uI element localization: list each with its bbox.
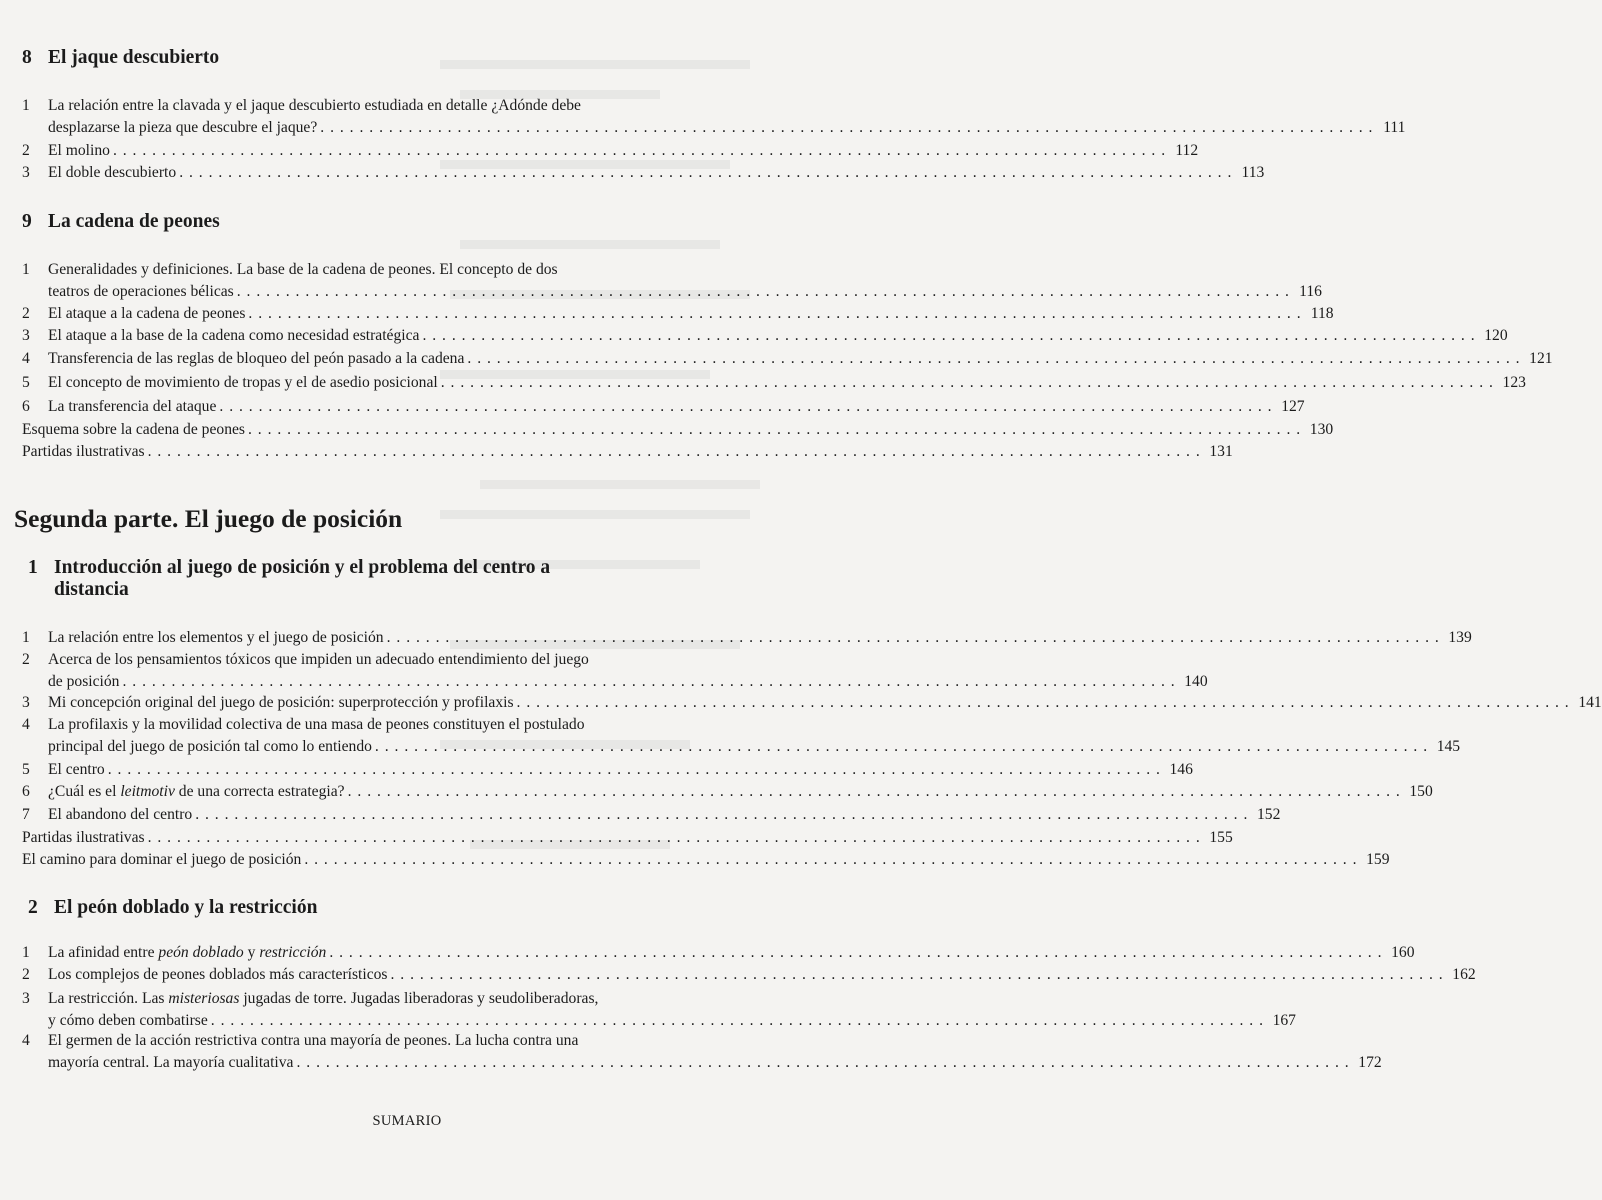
dot-leader: . . . . . . . . . . . . . . . . . . . . . . . . . . . . . . . . . . . . . . . . . . . . . . . . . . . . . . . . . . . . . . . . . . . . . . . . . . . . . . . . . . . . . . . . . . . . . . . . . . . . . . . . . . . . xyxy=(304,851,1358,868)
dot-leader: . . . . . . . . . . . . . . . . . . . . . . . . . . . . . . . . . . . . . . . . . . . . . . . . . . . . . . . . . . . . . . . . . . . . . . . . . . . . . . . . . . . . . . . . . . . . . . . . . . . . . . . . . . . . xyxy=(516,694,1570,711)
dot-leader: . . . . . . . . . . . . . . . . . . . . . . . . . . . . . . . . . . . . . . . . . . . . . . . . . . . . . . . . . . . . . . . . . . . . . . . . . . . . . . . . . . . . . . . . . . . . . . . . . . . . . . . . . . . . xyxy=(147,829,1201,846)
chapter-title-line1: El peón doblado y la restricción xyxy=(54,897,318,918)
entry-number: 1 xyxy=(22,944,30,961)
dot-leader: . . . . . . . . . . . . . . . . . . . . . . . . . . . . . . . . . . . . . . . . . . . . . . . . . . . . . . . . . . . . . . . . . . . . . . . . . . . . . . . . . . . . . . . . . . . . . . . . . . . . . . . . . . . . xyxy=(248,305,1302,322)
entry-title: El doble descubierto xyxy=(48,164,177,181)
entry-title-emphasis-2: restricción xyxy=(259,944,327,961)
entry-number: 3 xyxy=(22,327,30,344)
page-number: 141 xyxy=(1578,694,1602,711)
toc-entry[interactable] xyxy=(22,372,1526,394)
toc-entry[interactable] xyxy=(22,419,1334,441)
entry-title-line1: El germen de la acción restrictiva contra una mayoría de peones. La lucha contra una xyxy=(48,1032,579,1049)
chapter-title-line1: Introducción al juego de posición y el problema del centro a xyxy=(54,557,551,578)
page-number: 162 xyxy=(1452,966,1476,983)
dot-leader: . . . . . . . . . . . . . . . . . . . . . . . . . . . . . . . . . . . . . . . . . . . . . . . . . . . . . . . . . . . . . . . . . . . . . . . . . . . . . . . . . . . . . . . . . . . . . . . . . . . . . . . . . . . . xyxy=(112,142,1167,159)
entry-number: 3 xyxy=(22,694,30,711)
toc-entry[interactable] xyxy=(22,1030,1382,1074)
toc-entry[interactable] xyxy=(22,964,1476,986)
toc-entry[interactable] xyxy=(22,827,1233,849)
page-number: 150 xyxy=(1409,783,1433,800)
page-number: 167 xyxy=(1272,1012,1296,1029)
entry-title: desplazarse la pieza que descubre el jaque? xyxy=(48,119,318,136)
chapter-heading-1 xyxy=(28,557,718,601)
dot-leader: . . . . . . . . . . . . . . . . . . . . . . . . . . . . . . . . . . . . . . . . . . . . . . . . . . . . . . . . . . . . . . . . . . . . . . . . . . . . . . . . . . . . . . . . . . . . . . . . . . . . . . . . . . . . xyxy=(236,283,1290,300)
toc-entry[interactable] xyxy=(22,692,1602,714)
section-heading-8 xyxy=(22,47,712,69)
dot-leader: . . . . . . . . . . . . . . . . . . . . . . . . . . . . . . . . . . . . . . . . . . . . . . . . . . . . . . . . . . . . . . . . . . . . . . . . . . . . . . . . . . . . . . . . . . . . . . . . . . . . . . . . . . . . xyxy=(210,1012,1264,1029)
entry-number: 4 xyxy=(22,716,30,733)
toc-entry[interactable] xyxy=(22,627,1472,649)
entry-title: El centro xyxy=(48,761,105,778)
entry-title-line1: La relación entre la clavada y el jaque descubierto estudiada en detalle ¿Adónde debe xyxy=(48,97,581,114)
chapter-heading-2 xyxy=(28,897,718,919)
entry-title-line1: La profilaxis y la movilidad colectiva de una masa de peones constituyen el postulado xyxy=(48,716,585,733)
toc-entry[interactable] xyxy=(22,259,1322,303)
entry-title-prefix: ¿Cuál es el xyxy=(48,783,121,800)
dot-leader: . . . . . . . . . . . . . . . . . . . . . . . . . . . . . . . . . . . . . . . . . . . . . . . . . . . . . . . . . . . . . . . . . . . . . . . . . . . . . . . . . . . . . . . . . . . . . . . . . . . . . . . . . . . . xyxy=(386,629,1440,646)
entry-title: El camino para dominar el juego de posición xyxy=(22,851,302,868)
toc-entry[interactable] xyxy=(22,441,1233,463)
toc-entry[interactable] xyxy=(22,942,1415,964)
toc-entry[interactable] xyxy=(22,849,1390,871)
entry-title: de posición xyxy=(48,673,120,690)
page-number: 130 xyxy=(1309,421,1334,438)
entry-title: mayoría central. La mayoría cualitativa xyxy=(48,1054,294,1071)
entry-title: Esquema sobre la cadena de peones xyxy=(22,421,245,438)
entry-title: La transferencia del ataque xyxy=(48,398,217,415)
dot-leader: . . . . . . . . . . . . . . . . . . . . . . . . . . . . . . . . . . . . . . . . . . . . . . . . . . . . . . . . . . . . . . . . . . . . . . . . . . . . . . . . . . . . . . . . . . . . . . . . . . . . . . . . . . . . xyxy=(247,421,1302,438)
toc-entry[interactable] xyxy=(22,714,1461,758)
section-title: La cadena de peones xyxy=(48,211,220,232)
entry-title: El molino xyxy=(48,142,110,159)
toc-entry[interactable] xyxy=(22,396,1305,418)
dot-leader: . . . . . . . . . . . . . . . . . . . . . . . . . . . . . . . . . . . . . . . . . . . . . . . . . . . . . . . . . . . . . . . . . . . . . . . . . . . . . . . . . . . . . . . . . . . . . . . . . . . . . . . . . . . . xyxy=(467,350,1521,367)
toc-entry[interactable] xyxy=(22,95,1406,139)
page-number: 112 xyxy=(1175,142,1199,159)
dot-leader: . . . . . . . . . . . . . . . . . . . . . . . . . . . . . . . . . . . . . . . . . . . . . . . . . . . . . . . . . . . . . . . . . . . . . . . . . . . . . . . . . . . . . . . . . . . . . . . . . . . . . . . . . . . . xyxy=(147,443,1201,460)
page-number: 160 xyxy=(1391,944,1415,961)
entry-number: 1 xyxy=(22,97,30,114)
entry-number: 5 xyxy=(22,761,30,778)
page-number: 113 xyxy=(1241,164,1265,181)
dot-leader: . . . . . . . . . . . . . . . . . . . . . . . . . . . . . . . . . . . . . . . . . . . . . . . . . . . . . . . . . . . . . . . . . . . . . . . . . . . . . . . . . . . . . . . . . . . . . . . . . . . . . . . . . . . . xyxy=(122,673,1176,690)
dot-leader: . . . . . . . . . . . . . . . . . . . . . . . . . . . . . . . . . . . . . . . . . . . . . . . . . . . . . . . . . . . . . . . . . . . . . . . . . . . . . . . . . . . . . . . . . . . . . . . . . . . . . . . . . . . . xyxy=(347,783,1401,800)
entry-number: 6 xyxy=(22,398,30,415)
page-number: 152 xyxy=(1256,806,1281,823)
toc-entry[interactable] xyxy=(22,348,1553,370)
dot-leader: . . . . . . . . . . . . . . . . . . . . . . . . . . . . . . . . . . . . . . . . . . . . . . . . . . . . . . . . . . . . . . . . . . . . . . . . . . . . . . . . . . . . . . . . . . . . . . . . . . . . . . . . . . . . xyxy=(195,806,1249,823)
toc-entry[interactable] xyxy=(22,988,1296,1032)
entry-title: Partidas ilustrativas xyxy=(22,443,145,460)
toc-entry[interactable] xyxy=(22,303,1334,325)
section-heading-9 xyxy=(22,211,712,233)
entry-title: El abandono del centro xyxy=(48,806,193,823)
entry-title: Transferencia de las reglas de bloqueo del peón pasado a la cadena xyxy=(48,350,465,367)
dot-leader: . . . . . . . . . . . . . . . . . . . . . . . . . . . . . . . . . . . . . . . . . . . . . . . . . . . . . . . . . . . . . . . . . . . . . . . . . . . . . . . . . . . . . . . . . . . . . . . . . . . . . . . . . . . . xyxy=(179,164,1233,181)
dot-leader: . . . . . . . . . . . . . . . . . . . . . . . . . . . . . . . . . . . . . . . . . . . . . . . . . . . . . . . . . . . . . . . . . . . . . . . . . . . . . . . . . . . . . . . . . . . . . . . . . . . . . . . . . . . . xyxy=(296,1054,1350,1071)
page-number: 121 xyxy=(1529,350,1553,367)
entry-title: Mi concepción original del juego de posición: superprotección y profilaxis xyxy=(48,694,514,711)
toc-entry[interactable] xyxy=(22,804,1281,826)
toc-entry[interactable] xyxy=(22,649,1208,693)
entry-title-emphasis: misteriosas xyxy=(168,990,240,1007)
section-number: 8 xyxy=(22,47,32,68)
dot-leader: . . . . . . . . . . . . . . . . . . . . . . . . . . . . . . . . . . . . . . . . . . . . . . . . . . . . . . . . . . . . . . . . . . . . . . . . . . . . . . . . . . . . . . . . . . . . . . . . . . . . . . . . . . . . xyxy=(329,944,1383,961)
entry-title-line1: jugadas de torre. Jugadas liberadoras y seudoliberadoras, xyxy=(239,990,599,1007)
entry-title: y cómo deben combatirse xyxy=(48,1012,208,1029)
entry-title: El ataque a la cadena de peones xyxy=(48,305,246,322)
entry-number: 1 xyxy=(22,261,30,278)
entry-number: 6 xyxy=(22,783,30,800)
dot-leader: . . . . . . . . . . . . . . . . . . . . . . . . . . . . . . . . . . . . . . . . . . . . . . . . . . . . . . . . . . . . . . . . . . . . . . . . . . . . . . . . . . . . . . . . . . . . . . . . . . . . . . . . . . . . xyxy=(107,761,1161,778)
entry-number: 1 xyxy=(22,629,30,646)
section-title: El jaque descubierto xyxy=(48,47,220,68)
page-number: 123 xyxy=(1502,374,1526,391)
page-number: 145 xyxy=(1436,738,1461,755)
entry-number: 3 xyxy=(22,164,30,181)
entry-title: teatros de operaciones bélicas xyxy=(48,283,234,300)
page-number: 172 xyxy=(1358,1054,1382,1071)
entry-title: El concepto de movimiento de tropas y el de asedio posicional xyxy=(48,374,438,391)
page-number: 140 xyxy=(1184,673,1208,690)
entry-number: 7 xyxy=(22,806,30,823)
dot-leader: . . . . . . . . . . . . . . . . . . . . . . . . . . . . . . . . . . . . . . . . . . . . . . . . . . . . . . . . . . . . . . . . . . . . . . . . . . . . . . . . . . . . . . . . . . . . . . . . . . . . . . . . . . . . xyxy=(440,374,1494,391)
entry-number: 5 xyxy=(22,374,30,391)
toc-entry[interactable] xyxy=(22,759,1193,781)
entry-title: El ataque a la base de la cadena como necesidad estratégica xyxy=(48,327,420,344)
entry-title-line1: Acerca de los pensamientos tóxicos que impiden un adecuado entendimiento del juego xyxy=(48,651,589,668)
dot-leader: . . . . . . . . . . . . . . . . . . . . . . . . . . . . . . . . . . . . . . . . . . . . . . . . . . . . . . . . . . . . . . . . . . . . . . . . . . . . . . . . . . . . . . . . . . . . . . . . . . . . . . . . . . . . xyxy=(422,327,1476,344)
page-number: 139 xyxy=(1448,629,1472,646)
dot-leader: . . . . . . . . . . . . . . . . . . . . . . . . . . . . . . . . . . . . . . . . . . . . . . . . . . . . . . . . . . . . . . . . . . . . . . . . . . . . . . . . . . . . . . . . . . . . . . . . . . . . . . . . . . . . xyxy=(374,738,1429,755)
chapter-title-line2: distancia xyxy=(54,579,129,600)
entry-number: 4 xyxy=(22,1032,30,1049)
entry-title-line1: Generalidades y definiciones. La base de la cadena de peones. El concepto de dos xyxy=(48,261,558,278)
page-number: 127 xyxy=(1281,398,1305,415)
entry-title: de una correcta estrategia? xyxy=(174,783,345,800)
section-number: 9 xyxy=(22,211,32,232)
dot-leader: . . . . . . . . . . . . . . . . . . . . . . . . . . . . . . . . . . . . . . . . . . . . . . . . . . . . . . . . . . . . . . . . . . . . . . . . . . . . . . . . . . . . . . . . . . . . . . . . . . . . . . . . . . . . xyxy=(320,119,1374,136)
page-number: 111 xyxy=(1383,119,1406,136)
toc-entry[interactable] xyxy=(22,140,1199,162)
entry-title-emphasis: peón doblado xyxy=(158,944,244,961)
entry-number: 2 xyxy=(22,305,30,322)
page-number: 155 xyxy=(1209,829,1233,846)
toc-entry[interactable] xyxy=(22,162,1265,184)
entry-title: Los complejos de peones doblados más característicos xyxy=(48,966,388,983)
entry-title-prefix: La restricción. Las xyxy=(48,990,169,1007)
entry-number: 2 xyxy=(22,966,30,983)
entry-number: 2 xyxy=(22,651,30,668)
page-number: 146 xyxy=(1169,761,1193,778)
chapter-number: 2 xyxy=(28,897,38,918)
entry-title: La relación entre los elementos y el juego de posición xyxy=(48,629,384,646)
dot-leader: . . . . . . . . . . . . . . . . . . . . . . . . . . . . . . . . . . . . . . . . . . . . . . . . . . . . . . . . . . . . . . . . . . . . . . . . . . . . . . . . . . . . . . . . . . . . . . . . . . . . . . . . . . . . xyxy=(390,966,1444,983)
entry-title-prefix: La afinidad entre xyxy=(48,944,159,961)
entry-number: 2 xyxy=(22,142,30,159)
entry-title: Partidas ilustrativas xyxy=(22,829,145,846)
entry-number: 4 xyxy=(22,350,30,367)
page-footer: SUMARIO xyxy=(372,1113,442,1129)
toc-entry[interactable] xyxy=(22,781,1433,803)
dot-leader: . . . . . . . . . . . . . . . . . . . . . . . . . . . . . . . . . . . . . . . . . . . . . . . . . . . . . . . . . . . . . . . . . . . . . . . . . . . . . . . . . . . . . . . . . . . . . . . . . . . . . . . . . . . . xyxy=(219,398,1273,415)
page-number: 120 xyxy=(1484,327,1508,344)
page-number: 116 xyxy=(1299,283,1322,300)
entry-title-emphasis: leitmotiv xyxy=(120,783,175,800)
entry-title: principal del juego de posición tal como lo entiendo xyxy=(48,738,372,755)
page-number: 118 xyxy=(1310,305,1334,322)
entry-number: 3 xyxy=(22,990,30,1007)
page-number: 159 xyxy=(1366,851,1390,868)
page-number: 131 xyxy=(1209,443,1233,460)
toc-entry[interactable] xyxy=(22,325,1508,347)
part-title: Segunda parte. El juego de posición xyxy=(14,504,403,533)
chapter-number: 1 xyxy=(28,557,38,578)
entry-title-mid: y xyxy=(243,944,260,961)
